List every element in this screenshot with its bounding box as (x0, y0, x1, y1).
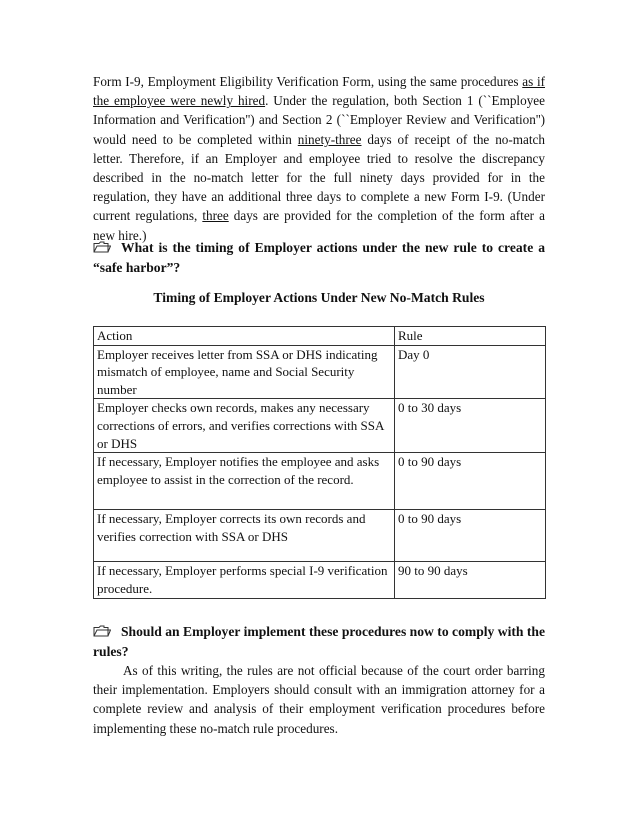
question-1 (93, 238, 545, 277)
action-cell: If necessary, Employer performs special I-9 verification procedure. (94, 562, 395, 599)
table-row (94, 562, 546, 599)
intro-text-1: Form I-9, Employment Eligibility Verification Form, using the same procedures (93, 74, 523, 89)
intro-text-3: days of receipt of the no-match letter. Therefore, if an Employer and employee tried to resolve the discrepancy described in the no-match letter for the full ninety days provided for in the regulation, they have an additional three days to complete a new Form I-9. (Under current regulations, (93, 131, 545, 224)
rule-cell: 0 to 90 days (395, 510, 546, 562)
question-2-text: Should an Employer implement these procedures now to comply with the rules? (93, 624, 545, 659)
table-row (94, 510, 546, 562)
table-row (94, 453, 546, 510)
header-rule: Rule (395, 327, 546, 346)
intro-text-4: days are provided for the completion of the form after a new hire.) (93, 208, 545, 243)
rule-cell: 0 to 90 days (395, 453, 546, 510)
table-row (94, 399, 546, 453)
intro-underline-1: as if the employee were newly hired (93, 74, 545, 109)
action-cell: Employer checks own records, makes any necessary corrections of errors, and verifies corrections with SSA or DHS (94, 399, 395, 453)
question-1-text: What is the timing of Employer actions under the new rule to create a “safe harbor”? (93, 240, 545, 275)
intro-text-2: . Under the regulation, both Section 1 (``Employee Information and Verification'') and Section 2 (``Employer Review and Verification'') would need to be completed within (93, 93, 545, 147)
rule-cell: Day 0 (395, 345, 546, 399)
table-caption: Timing of Employer Actions Under New No-Match Rules (153, 290, 485, 305)
rule-cell: 0 to 30 days (395, 399, 546, 453)
table-row (94, 345, 546, 399)
folder-icon (93, 241, 111, 253)
question-2 (93, 622, 545, 661)
intro-underline-3: three (202, 208, 229, 224)
timing-table (93, 326, 546, 599)
answer-2-paragraph: As of this writing, the rules are not official because of the court order barring their implementation. Employers should consult with an immigration attorney for a complete review and analysis of their employment verification procedures before implementing these no-match rule procedures. (93, 663, 545, 736)
action-cell: If necessary, Employer corrects its own records and verifies correction with SSA or DHS (94, 510, 395, 562)
intro-underline-2: ninety-three (297, 131, 362, 147)
intro-paragraph (93, 72, 545, 245)
rule-cell: 90 to 90 days (395, 562, 546, 599)
action-cell: If necessary, Employer notifies the employee and asks employee to assist in the correction of the record. (94, 453, 395, 510)
table-header-row (94, 327, 546, 346)
folder-icon (93, 625, 111, 637)
header-action: Action (94, 327, 395, 346)
action-cell: Employer receives letter from SSA or DHS indicating mismatch of employee, name and Social Security number (94, 345, 395, 399)
